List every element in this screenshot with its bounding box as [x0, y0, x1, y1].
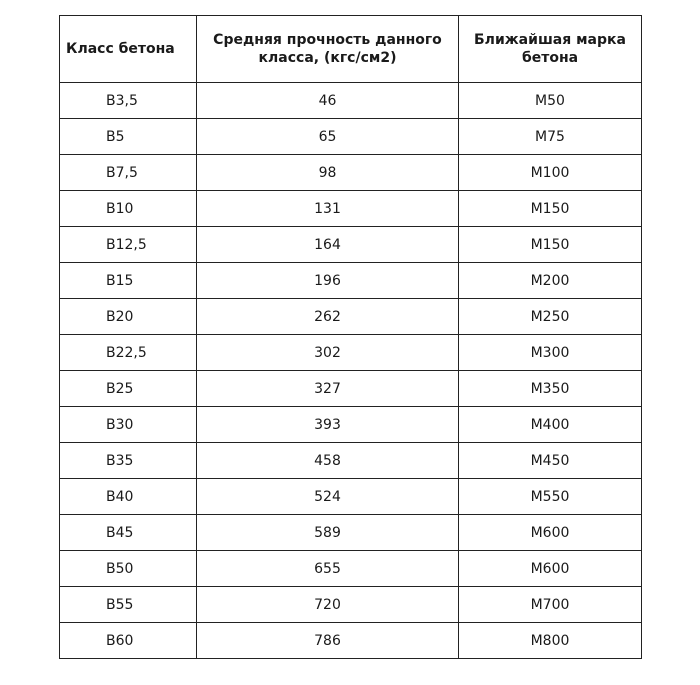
- table-row: [60, 191, 642, 227]
- cell-nearest-grade: М800: [459, 623, 642, 659]
- cell-concrete-class: В30: [60, 407, 197, 443]
- header-concrete-class: Класс бетона: [60, 16, 197, 83]
- cell-average-strength: 164: [197, 227, 459, 263]
- cell-concrete-class: В5: [60, 119, 197, 155]
- cell-average-strength: 720: [197, 587, 459, 623]
- header-nearest-grade: Ближайшая марка бетона: [459, 16, 642, 83]
- cell-nearest-grade: М75: [459, 119, 642, 155]
- table-row: [60, 623, 642, 659]
- cell-concrete-class: В40: [60, 479, 197, 515]
- header-row: [60, 16, 642, 83]
- cell-nearest-grade: М100: [459, 155, 642, 191]
- table-row: [60, 119, 642, 155]
- table-row: [60, 263, 642, 299]
- cell-average-strength: 786: [197, 623, 459, 659]
- cell-average-strength: 302: [197, 335, 459, 371]
- cell-nearest-grade: М150: [459, 227, 642, 263]
- cell-nearest-grade: М700: [459, 587, 642, 623]
- table-row: [60, 479, 642, 515]
- cell-average-strength: 65: [197, 119, 459, 155]
- cell-average-strength: 458: [197, 443, 459, 479]
- table-row: [60, 443, 642, 479]
- cell-concrete-class: В7,5: [60, 155, 197, 191]
- cell-average-strength: 655: [197, 551, 459, 587]
- cell-concrete-class: В55: [60, 587, 197, 623]
- cell-average-strength: 98: [197, 155, 459, 191]
- cell-concrete-class: В3,5: [60, 83, 197, 119]
- table-row: [60, 83, 642, 119]
- cell-concrete-class: В35: [60, 443, 197, 479]
- cell-average-strength: 196: [197, 263, 459, 299]
- cell-concrete-class: В15: [60, 263, 197, 299]
- cell-nearest-grade: М600: [459, 515, 642, 551]
- header-average-strength: Средняя прочность данного класса, (кгс/см2): [197, 16, 459, 83]
- cell-nearest-grade: М300: [459, 335, 642, 371]
- table-row: [60, 335, 642, 371]
- cell-average-strength: 589: [197, 515, 459, 551]
- cell-nearest-grade: М550: [459, 479, 642, 515]
- cell-average-strength: 393: [197, 407, 459, 443]
- cell-nearest-grade: М400: [459, 407, 642, 443]
- table-row: [60, 515, 642, 551]
- cell-average-strength: 524: [197, 479, 459, 515]
- cell-nearest-grade: М150: [459, 191, 642, 227]
- table-header: [60, 16, 642, 83]
- cell-concrete-class: В12,5: [60, 227, 197, 263]
- cell-nearest-grade: М200: [459, 263, 642, 299]
- cell-concrete-class: В20: [60, 299, 197, 335]
- table-row: [60, 371, 642, 407]
- table-row: [60, 227, 642, 263]
- cell-nearest-grade: М50: [459, 83, 642, 119]
- table-body: [60, 83, 642, 659]
- cell-nearest-grade: М450: [459, 443, 642, 479]
- table-row: [60, 407, 642, 443]
- cell-nearest-grade: М600: [459, 551, 642, 587]
- cell-concrete-class: В60: [60, 623, 197, 659]
- cell-concrete-class: В45: [60, 515, 197, 551]
- table-row: [60, 299, 642, 335]
- table-row: [60, 155, 642, 191]
- cell-average-strength: 46: [197, 83, 459, 119]
- cell-average-strength: 131: [197, 191, 459, 227]
- cell-nearest-grade: М250: [459, 299, 642, 335]
- cell-nearest-grade: М350: [459, 371, 642, 407]
- table-row: [60, 587, 642, 623]
- cell-average-strength: 327: [197, 371, 459, 407]
- cell-average-strength: 262: [197, 299, 459, 335]
- cell-concrete-class: В22,5: [60, 335, 197, 371]
- cell-concrete-class: В50: [60, 551, 197, 587]
- cell-concrete-class: В25: [60, 371, 197, 407]
- concrete-strength-table: [59, 15, 642, 659]
- table-row: [60, 551, 642, 587]
- cell-concrete-class: В10: [60, 191, 197, 227]
